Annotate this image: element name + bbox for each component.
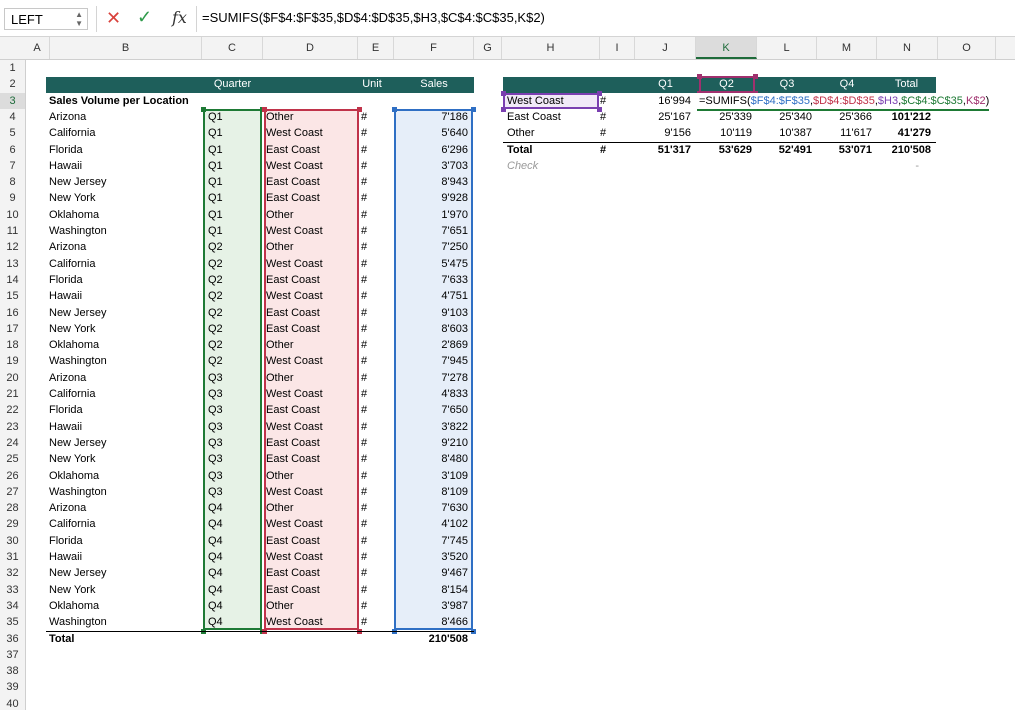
region-cell: East Coast bbox=[266, 306, 320, 319]
column-header-c[interactable]: C bbox=[202, 37, 263, 59]
quarter-cell: Q3 bbox=[208, 404, 223, 417]
location-cell: Arizona bbox=[49, 241, 87, 254]
total-label: Total bbox=[49, 632, 75, 645]
location-cell: Hawaii bbox=[49, 159, 83, 172]
row-header-30[interactable]: 30 bbox=[6, 534, 19, 547]
header-total: Total bbox=[894, 78, 919, 91]
location-cell: Washington bbox=[49, 355, 107, 368]
row-header-15[interactable]: 15 bbox=[6, 290, 19, 303]
region-cell: West Coast bbox=[266, 518, 323, 531]
row-header-13[interactable]: 13 bbox=[6, 257, 19, 270]
region-cell: West Coast bbox=[266, 225, 323, 237]
unit-cell: # bbox=[361, 436, 368, 449]
location-cell: New York bbox=[49, 192, 96, 205]
column-header-d[interactable]: D bbox=[263, 37, 358, 59]
range-handle[interactable] bbox=[501, 107, 506, 112]
table-title: Sales Volume per Location bbox=[49, 94, 189, 107]
unit-cell: # bbox=[361, 616, 368, 629]
value-cell: 25'339 bbox=[719, 110, 752, 123]
region-cell: West Coast bbox=[266, 257, 323, 270]
value-cell: 11'617 bbox=[840, 127, 872, 140]
unit-cell: # bbox=[361, 388, 368, 400]
row-header-33[interactable]: 33 bbox=[6, 583, 19, 596]
total-value-cell: 53'629 bbox=[718, 143, 752, 156]
row-header-37[interactable]: 37 bbox=[6, 648, 19, 661]
column-header-b[interactable]: B bbox=[50, 37, 202, 59]
quarter-cell: Q4 bbox=[208, 567, 223, 580]
quarter-cell: Q1 bbox=[208, 176, 223, 189]
header-q2: Q2 bbox=[719, 78, 734, 91]
quarter-cell: Q4 bbox=[208, 534, 223, 547]
region-cell: West Coast bbox=[266, 355, 323, 368]
row-header-36[interactable]: 36 bbox=[6, 632, 19, 645]
region-cell: East Coast bbox=[266, 192, 320, 205]
quarter-cell: Q1 bbox=[208, 127, 223, 140]
quarter-cell: Q1 bbox=[208, 192, 223, 205]
formula-token: ) bbox=[985, 94, 990, 107]
sales-cell: 5'475 bbox=[441, 257, 468, 270]
row-header-6[interactable]: 6 bbox=[9, 143, 16, 156]
sales-cell: 8'109 bbox=[441, 485, 468, 498]
row-header-12[interactable]: 12 bbox=[6, 241, 19, 254]
total-value-cell: 51'317 bbox=[657, 143, 691, 156]
location-cell: Florida bbox=[49, 273, 83, 286]
region-cell: Other bbox=[266, 339, 294, 352]
row-header-24[interactable]: 24 bbox=[6, 436, 19, 449]
sales-cell: 9'467 bbox=[441, 567, 468, 580]
quarter-cell: Q1 bbox=[208, 225, 223, 237]
location-cell: Washington bbox=[49, 485, 107, 498]
region-cell: West Coast bbox=[266, 420, 323, 433]
column-headers bbox=[0, 37, 1015, 60]
quarter-cell: Q1 bbox=[208, 143, 223, 156]
sales-cell: 4'751 bbox=[441, 290, 468, 303]
header-q3: Q3 bbox=[779, 78, 795, 91]
region-cell: Other bbox=[266, 110, 294, 123]
location-cell: Hawaii bbox=[49, 420, 83, 433]
formula-bar-divider bbox=[96, 6, 97, 32]
sales-cell: 3'520 bbox=[441, 551, 468, 563]
unit-cell: # bbox=[361, 208, 368, 221]
quarter-cell: Q4 bbox=[208, 616, 223, 629]
value-cell: 41'279 bbox=[897, 127, 931, 140]
sales-cell: 9'103 bbox=[441, 306, 468, 319]
location-cell: California bbox=[49, 518, 96, 531]
formula-token: $H3 bbox=[877, 94, 899, 107]
location-cell: Washington bbox=[49, 616, 107, 629]
sales-cell: 1'970 bbox=[441, 208, 468, 221]
formula-bar bbox=[0, 0, 1015, 37]
sales-cell: 8'603 bbox=[441, 322, 468, 335]
region-cell: West Coast bbox=[266, 551, 323, 563]
quarter-cell: Q1 bbox=[208, 110, 223, 123]
row-headers bbox=[0, 60, 26, 710]
header-unit: Unit bbox=[362, 78, 382, 91]
name-box-value: LEFT bbox=[11, 12, 43, 27]
sales-cell: 8'466 bbox=[441, 616, 468, 629]
location-cell: New York bbox=[49, 322, 96, 335]
row-header-7[interactable]: 7 bbox=[9, 159, 16, 172]
checkmark-icon[interactable]: ✓ bbox=[137, 7, 153, 27]
name-box-stepper-icon[interactable]: ▲ ▼ bbox=[75, 10, 83, 28]
location-cell: Florida bbox=[49, 143, 83, 156]
column-header-j[interactable]: J bbox=[635, 37, 696, 59]
quarter-cell: Q3 bbox=[208, 420, 223, 433]
quarter-cell: Q3 bbox=[208, 453, 223, 466]
total-value-cell: 210'508 bbox=[891, 143, 931, 156]
value-cell: 10'119 bbox=[720, 127, 752, 140]
value-cell: 25'167 bbox=[658, 110, 691, 123]
location-cell: California bbox=[49, 127, 96, 140]
formula-token: , bbox=[898, 94, 902, 107]
function-icon[interactable]: fx bbox=[172, 8, 187, 27]
row-header-28[interactable]: 28 bbox=[6, 502, 19, 515]
row-header-29[interactable]: 29 bbox=[6, 518, 19, 531]
location-cell: Hawaii bbox=[49, 551, 83, 563]
column-header-f[interactable]: F bbox=[394, 37, 474, 59]
quarter-cell: Q2 bbox=[208, 273, 223, 286]
unit-cell: # bbox=[361, 551, 368, 563]
row-header-10[interactable]: 10 bbox=[6, 208, 19, 221]
unit-cell: # bbox=[361, 176, 368, 189]
row-header-3[interactable]: 3 bbox=[0, 93, 25, 109]
region-cell: East Coast bbox=[266, 453, 320, 466]
right-total-label: Total bbox=[507, 143, 533, 156]
sales-cell: 8'154 bbox=[441, 583, 468, 596]
location-cell: Oklahoma bbox=[49, 599, 100, 612]
formula-token: , bbox=[809, 94, 814, 107]
range-handle[interactable] bbox=[501, 91, 506, 96]
range-handle[interactable] bbox=[201, 107, 206, 112]
column-header-i[interactable]: I bbox=[600, 37, 635, 59]
unit-cell: # bbox=[361, 469, 368, 482]
sales-cell: 7'186 bbox=[441, 110, 468, 123]
location-cell: Oklahoma bbox=[49, 339, 100, 352]
location-cell: Washington bbox=[49, 225, 107, 237]
region-cell: East Coast bbox=[266, 143, 320, 156]
row-header-9[interactable]: 9 bbox=[9, 192, 16, 205]
unit-cell: # bbox=[361, 583, 368, 596]
header-q1: Q1 bbox=[658, 78, 673, 91]
region-cell: Other bbox=[266, 371, 294, 384]
formula-input[interactable]: =SUMIFS($F$4:$F$35,$D$4:$D$35,$H3,$C$4:$C$35,K$2) bbox=[202, 10, 545, 25]
unit-cell: # bbox=[361, 355, 368, 368]
sales-cell: 4'833 bbox=[441, 388, 468, 400]
location-cell: New Jersey bbox=[49, 436, 107, 449]
region-cell: Other bbox=[266, 502, 294, 515]
name-box[interactable] bbox=[4, 8, 88, 30]
value-cell: 25'366 bbox=[839, 110, 872, 123]
sales-cell: 4'102 bbox=[441, 518, 468, 531]
unit-cell: # bbox=[361, 241, 368, 254]
sales-cell: 7'250 bbox=[441, 241, 468, 254]
total-value-cell: 53'071 bbox=[838, 143, 872, 156]
row-header-40[interactable]: 40 bbox=[6, 697, 19, 710]
quarter-cell: Q4 bbox=[208, 551, 223, 563]
right-total-unit: # bbox=[600, 143, 607, 156]
row-header-27[interactable]: 27 bbox=[6, 485, 19, 498]
sales-cell: 8'480 bbox=[441, 453, 468, 466]
sales-cell: 3'822 bbox=[441, 420, 468, 433]
region-cell: Other bbox=[266, 241, 294, 254]
unit-cell: # bbox=[361, 404, 368, 417]
quarter-cell: Q2 bbox=[208, 241, 223, 254]
quarter-cell: Q4 bbox=[208, 583, 223, 596]
sales-cell: 8'943 bbox=[441, 176, 468, 189]
sales-cell: 7'745 bbox=[441, 534, 468, 547]
range-handle[interactable] bbox=[697, 74, 702, 79]
range-handle[interactable] bbox=[471, 107, 476, 112]
region-cell: West Coast bbox=[266, 127, 323, 140]
region-cell: East Coast bbox=[266, 583, 320, 596]
row-header-14[interactable]: 14 bbox=[6, 273, 19, 286]
quarter-cell: Q4 bbox=[208, 599, 223, 612]
formula-token: K$2 bbox=[965, 94, 986, 107]
formula-bar-divider bbox=[196, 6, 197, 32]
row-header-20[interactable]: 20 bbox=[6, 371, 19, 384]
unit-cell: # bbox=[361, 257, 368, 270]
quarter-cell: Q3 bbox=[208, 388, 223, 400]
region-cell: East Coast bbox=[266, 404, 320, 417]
region-label: East Coast bbox=[507, 110, 561, 123]
region-cell: East Coast bbox=[266, 273, 320, 286]
unit-cell: # bbox=[361, 453, 368, 466]
formula-token: $F$4:$F$35 bbox=[750, 94, 810, 107]
row-header-35[interactable]: 35 bbox=[6, 616, 19, 629]
location-cell: Arizona bbox=[49, 371, 87, 384]
formula-token: $C$4:$C$35 bbox=[901, 94, 963, 107]
quarter-cell: Q2 bbox=[208, 322, 223, 335]
range-handle[interactable] bbox=[753, 74, 758, 79]
column-header-o[interactable]: O bbox=[938, 37, 996, 59]
row-header-31[interactable]: 31 bbox=[6, 551, 19, 563]
unit-cell: # bbox=[361, 518, 368, 531]
region-label: West Coast bbox=[507, 94, 564, 107]
k2-reference-highlight bbox=[699, 76, 755, 92]
row-header-39[interactable]: 39 bbox=[6, 681, 19, 694]
sales-cell: 3'703 bbox=[441, 159, 468, 172]
region-cell: West Coast bbox=[266, 388, 323, 400]
value-cell: 101'212 bbox=[891, 110, 931, 123]
region-cell: East Coast bbox=[266, 534, 320, 547]
formula-token: , bbox=[874, 94, 878, 107]
unit-cell: # bbox=[361, 485, 368, 498]
location-cell: Oklahoma bbox=[49, 208, 100, 221]
unit-cell: # bbox=[361, 322, 368, 335]
quarter-cell: Q4 bbox=[208, 502, 223, 515]
row-header-8[interactable]: 8 bbox=[9, 176, 16, 189]
location-cell: Arizona bbox=[49, 110, 87, 123]
row-header-21[interactable]: 21 bbox=[6, 388, 19, 400]
location-cell: California bbox=[49, 257, 96, 270]
unit-cell: # bbox=[361, 273, 368, 286]
unit-cell: # bbox=[361, 110, 368, 123]
region-cell: East Coast bbox=[266, 176, 320, 189]
sales-cell: 7'945 bbox=[441, 355, 468, 368]
column-header-e[interactable]: E bbox=[358, 37, 394, 59]
column-header-h[interactable]: H bbox=[502, 37, 600, 59]
location-cell: Arizona bbox=[49, 502, 87, 515]
region-cell: Other bbox=[266, 208, 294, 221]
check-value: - bbox=[915, 159, 919, 172]
sales-cell: 7'651 bbox=[441, 225, 468, 237]
region-cell: West Coast bbox=[266, 159, 323, 172]
region-label: Other bbox=[507, 127, 535, 140]
column-header-g[interactable]: G bbox=[474, 37, 502, 59]
row-header-25[interactable]: 25 bbox=[6, 453, 19, 466]
unit-cell: # bbox=[361, 159, 368, 172]
row-header-22[interactable]: 22 bbox=[6, 404, 19, 417]
region-cell: Other bbox=[266, 599, 294, 612]
region-cell: East Coast bbox=[266, 567, 320, 580]
row-header-32[interactable]: 32 bbox=[6, 567, 19, 580]
value-cell: 9'156 bbox=[664, 127, 691, 140]
unit-cell: # bbox=[361, 290, 368, 303]
row-header-1[interactable]: 1 bbox=[9, 62, 16, 74]
row-header-18[interactable]: 18 bbox=[6, 339, 19, 352]
quarter-cell: Q3 bbox=[208, 436, 223, 449]
column-header-m[interactable]: M bbox=[817, 37, 877, 59]
unit-cell: # bbox=[361, 567, 368, 580]
formula-token: $D$4:$D$35 bbox=[813, 94, 875, 107]
header-q4: Q4 bbox=[839, 78, 855, 91]
sales-cell: 3'109 bbox=[441, 469, 468, 482]
column-header-l[interactable]: L bbox=[757, 37, 817, 59]
unit-cell: # bbox=[361, 502, 368, 515]
quarter-cell: Q1 bbox=[208, 208, 223, 221]
quarter-cell: Q2 bbox=[208, 290, 223, 303]
unit-cell: # bbox=[361, 192, 368, 205]
q1-value: 16'994 bbox=[658, 94, 691, 107]
region-cell: West Coast bbox=[266, 290, 323, 303]
row-header-11[interactable]: 11 bbox=[6, 225, 19, 237]
value-cell: 25'340 bbox=[779, 110, 812, 123]
quarter-cell: Q3 bbox=[208, 371, 223, 384]
quarter-cell: Q3 bbox=[208, 469, 223, 482]
region-cell: East Coast bbox=[266, 322, 320, 335]
region-cell: West Coast bbox=[266, 485, 323, 498]
quarter-cell: Q2 bbox=[208, 355, 223, 368]
sales-cell: 7'278 bbox=[441, 371, 468, 384]
row-header-38[interactable]: 38 bbox=[6, 665, 19, 678]
unit-cell: # bbox=[361, 127, 368, 140]
row-header-26[interactable]: 26 bbox=[6, 469, 19, 482]
row-header-16[interactable]: 16 bbox=[6, 306, 19, 319]
unit-cell: # bbox=[361, 143, 368, 156]
unit-cell: # bbox=[361, 420, 368, 433]
unit-cell: # bbox=[361, 599, 368, 612]
sales-cell: 9'928 bbox=[441, 192, 468, 205]
quarter-cell: Q2 bbox=[208, 257, 223, 270]
header-sales: Sales bbox=[420, 78, 448, 91]
row-header-19[interactable]: 19 bbox=[6, 355, 19, 368]
check-label: Check bbox=[507, 159, 539, 172]
unit-cell: # bbox=[361, 371, 368, 384]
location-cell: Florida bbox=[49, 534, 83, 547]
total-value: 210'508 bbox=[428, 632, 468, 645]
location-cell: New York bbox=[49, 453, 96, 466]
region-cell: East Coast bbox=[266, 436, 320, 449]
sales-cell: 6'296 bbox=[441, 143, 468, 156]
column-header-n[interactable]: N bbox=[877, 37, 938, 59]
unit-cell: # bbox=[361, 225, 368, 237]
column-header-k[interactable]: K bbox=[696, 37, 757, 59]
row-header-4[interactable]: 4 bbox=[9, 110, 16, 123]
header-quarter: Quarter bbox=[213, 78, 252, 91]
location-cell: Oklahoma bbox=[49, 469, 100, 482]
row-header-2[interactable]: 2 bbox=[9, 78, 16, 91]
unit-cell: # bbox=[361, 534, 368, 547]
region-cell: West Coast bbox=[266, 616, 323, 629]
formula-token: , bbox=[962, 94, 966, 107]
close-icon[interactable]: ✕ bbox=[106, 8, 122, 28]
location-cell: New Jersey bbox=[49, 306, 107, 319]
formula-token: =SUMIFS( bbox=[699, 94, 751, 107]
unit-cell: # bbox=[600, 127, 607, 140]
location-cell: California bbox=[49, 388, 96, 400]
location-cell: Hawaii bbox=[49, 290, 83, 303]
sales-cell: 7'630 bbox=[441, 502, 468, 515]
quarter-cell: Q4 bbox=[208, 518, 223, 531]
row-header-34[interactable]: 34 bbox=[6, 599, 19, 612]
quarter-cell: Q2 bbox=[208, 339, 223, 352]
row-header-5[interactable]: 5 bbox=[9, 127, 16, 140]
quarter-cell: Q1 bbox=[208, 159, 223, 172]
column-header-a[interactable]: A bbox=[25, 37, 50, 59]
active-cell-editor[interactable] bbox=[697, 93, 989, 111]
sales-cell: 2'869 bbox=[441, 339, 468, 352]
region-cell: Other bbox=[266, 469, 294, 482]
location-cell: New Jersey bbox=[49, 176, 107, 189]
sales-cell: 7'633 bbox=[441, 273, 468, 286]
quarter-cell: Q2 bbox=[208, 306, 223, 319]
sales-cell: 3'987 bbox=[441, 599, 468, 612]
sales-cell: 9'210 bbox=[441, 436, 468, 449]
sales-cell: 5'640 bbox=[441, 127, 468, 140]
location-cell: New York bbox=[49, 583, 96, 596]
row-header-23[interactable]: 23 bbox=[6, 420, 19, 433]
value-cell: 10'387 bbox=[779, 127, 812, 140]
row-header-17[interactable]: 17 bbox=[6, 322, 19, 335]
unit-cell: # bbox=[361, 339, 368, 352]
location-cell: New Jersey bbox=[49, 567, 107, 580]
sales-cell: 7'650 bbox=[441, 404, 468, 417]
unit-cell: # bbox=[600, 110, 607, 123]
unit-cell: # bbox=[600, 94, 607, 107]
unit-cell: # bbox=[361, 306, 368, 319]
total-value-cell: 52'491 bbox=[778, 143, 812, 156]
location-cell: Florida bbox=[49, 404, 83, 417]
quarter-cell: Q3 bbox=[208, 485, 223, 498]
